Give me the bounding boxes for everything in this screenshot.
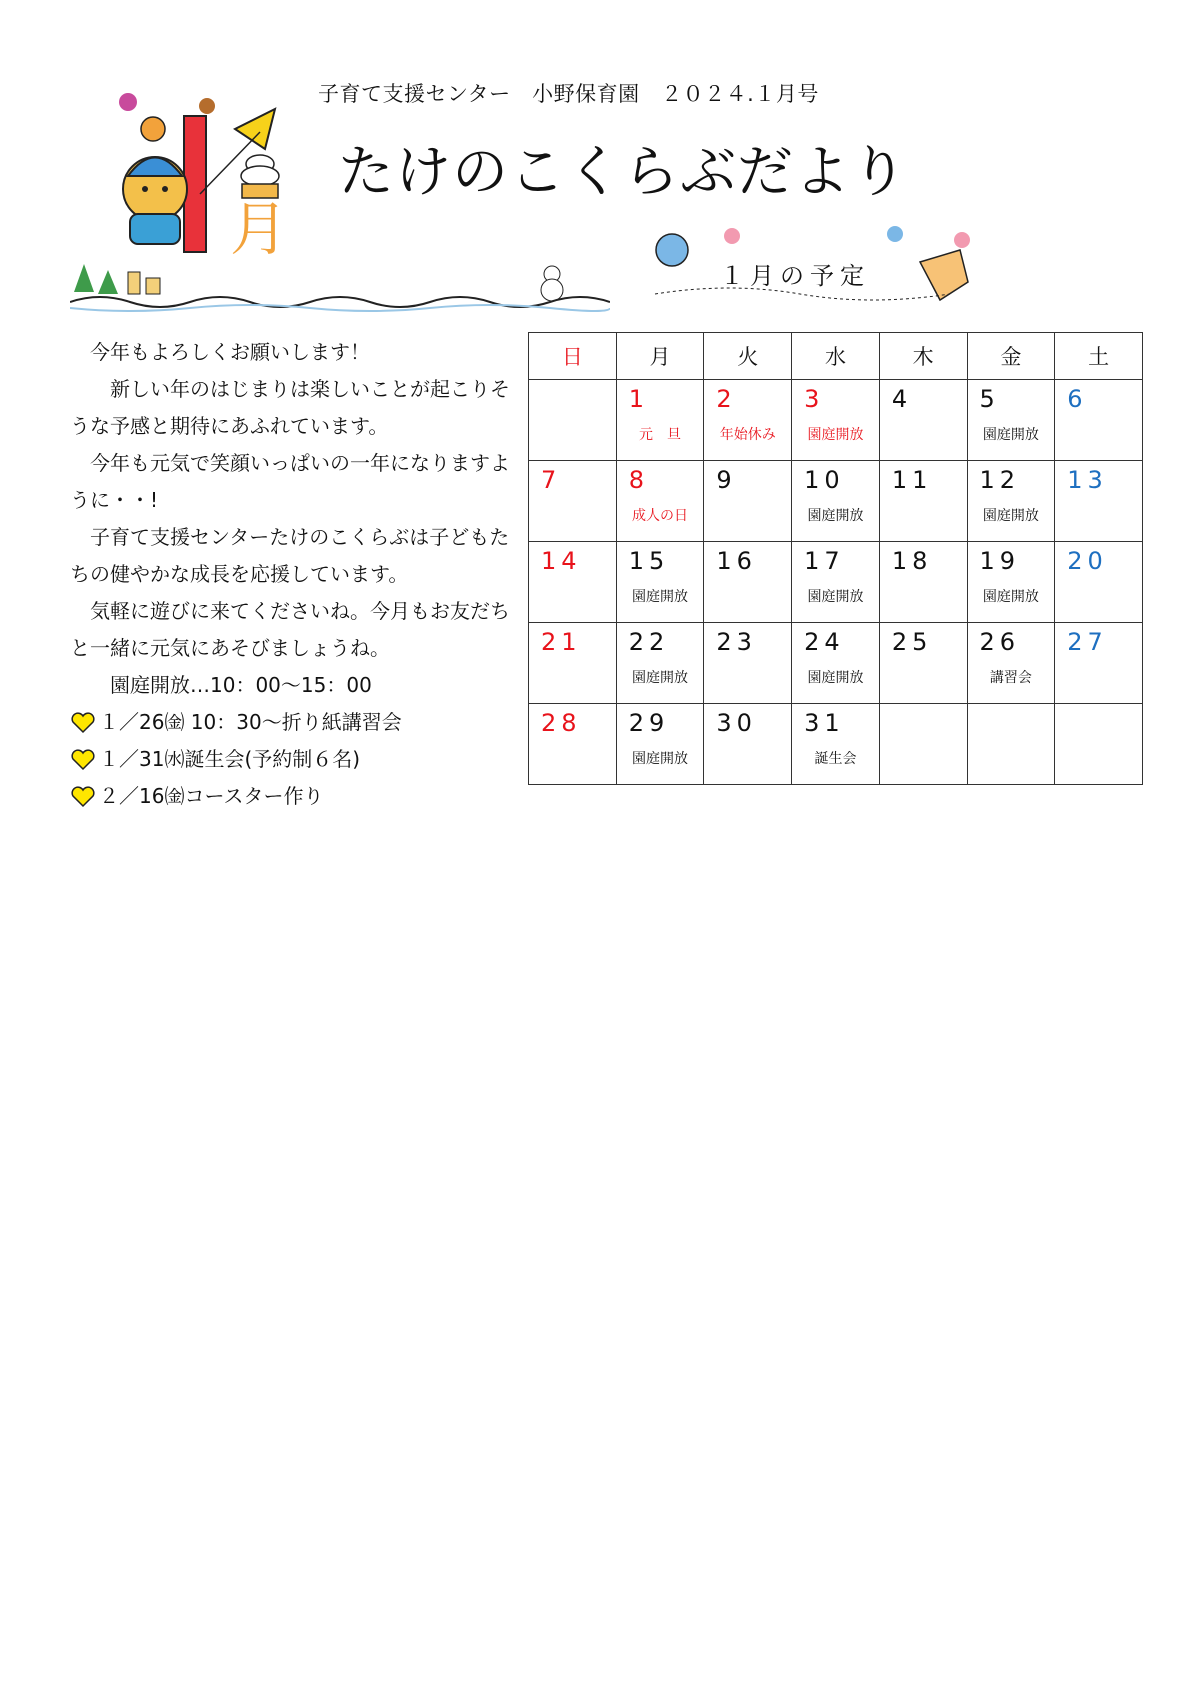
day-number: 25 (891, 628, 933, 656)
schedule-heading: １月の予定 (720, 262, 870, 290)
january-calendar (528, 332, 1143, 785)
day-event-note: 園庭開放 (982, 427, 1039, 443)
calendar-day-cell (704, 380, 792, 461)
event-item (70, 704, 520, 741)
day-event-note: 成人の日 (632, 508, 689, 524)
day-number: 19 (979, 547, 1021, 575)
day-number: 15 (628, 547, 670, 575)
day-number: 8 (628, 466, 649, 494)
calendar-day-cell (1055, 623, 1143, 704)
day-event-note: 元 旦 (639, 427, 682, 443)
kagami-mochi-icon (241, 155, 279, 198)
calendar-day-cell (967, 461, 1055, 542)
calendar-day-cell (704, 704, 792, 785)
calendar-day-cell (879, 542, 967, 623)
day-number: 12 (979, 466, 1021, 494)
day-number: 18 (891, 547, 933, 575)
intro-paragraph: 今年もよろしくお願いします！ (70, 340, 370, 364)
calendar-day-cell (879, 704, 967, 785)
calendar-week-row (529, 542, 1143, 623)
weekday-saturday: 土 (1055, 333, 1143, 380)
calendar-day-cell (792, 461, 880, 542)
day-number: 9 (716, 466, 737, 494)
calendar-day-cell (616, 542, 704, 623)
day-number: 27 (1067, 628, 1108, 656)
winter-scenery-border (70, 262, 610, 324)
spinning-top-icon (887, 226, 903, 242)
calendar-week-row (529, 704, 1143, 785)
newsletter-title: たけのこくらぶだより (338, 140, 908, 205)
spinning-top-icon (141, 117, 165, 141)
intro-paragraph: 子育て支援センターたけのこくらぶは子どもたちの健やかな成長を応援しています。 (70, 525, 510, 586)
calendar-day-cell (1055, 461, 1143, 542)
day-number: 31 (804, 709, 845, 737)
event-text: ２／16㈮コースター作り (99, 784, 324, 808)
day-number: 16 (716, 547, 757, 575)
weekday-tuesday: 火 (704, 333, 792, 380)
weekday-monday: 月 (616, 333, 704, 380)
plum-blossom-icon (954, 232, 970, 248)
calendar-day-cell (1055, 704, 1143, 785)
day-event-note: 誕生会 (814, 751, 857, 767)
calendar-day-cell (704, 461, 792, 542)
day-event-note: 園庭開放 (632, 751, 689, 767)
day-number: 2 (716, 385, 737, 413)
tree-icon (74, 264, 94, 292)
month-kanji-art: 月 (230, 195, 289, 263)
calendar-day-cell (529, 704, 617, 785)
tree-icon (98, 270, 118, 294)
day-number: 7 (541, 466, 562, 494)
heart-icon (70, 749, 96, 771)
calendar-day-cell (704, 542, 792, 623)
calendar-day-cell (529, 623, 617, 704)
bear-icon (123, 157, 187, 244)
plum-blossom-icon (724, 228, 740, 244)
day-event-note: 園庭開放 (982, 508, 1039, 524)
event-item (70, 778, 520, 815)
day-event-note: 園庭開放 (807, 508, 864, 524)
calendar-week-row (529, 461, 1143, 542)
day-event-note: 園庭開放 (982, 589, 1039, 605)
calendar-day-cell (704, 623, 792, 704)
garden-open-hours: 園庭開放…10：00～15：00 (70, 673, 372, 697)
intro-paragraph: 新しい年のはじまりは楽しいことが起こりそうな予感と期待にあふれています。 (70, 377, 510, 438)
day-number: 10 (804, 466, 845, 494)
calendar-day-cell (792, 704, 880, 785)
day-event-note: 園庭開放 (807, 427, 864, 443)
bird-icon (119, 93, 137, 111)
day-number: 14 (541, 547, 582, 575)
calendar-week-row (529, 623, 1143, 704)
heart-icon (70, 712, 96, 734)
day-number: 1 (628, 385, 649, 413)
calendar-day-cell (879, 380, 967, 461)
snowman-body-icon (541, 279, 563, 301)
calendar-day-cell (529, 542, 617, 623)
weekday-wednesday: 水 (792, 333, 880, 380)
day-number: 26 (979, 628, 1021, 656)
day-number: 6 (1067, 385, 1088, 413)
kite-icon (235, 109, 275, 149)
day-number: 30 (716, 709, 757, 737)
calendar-day-cell (879, 461, 967, 542)
day-number: 22 (628, 628, 670, 656)
weekday-thursday: 木 (879, 333, 967, 380)
calendar-day-cell (967, 380, 1055, 461)
event-text: １／26㈮ 10：30～折り紙講習会 (99, 710, 402, 734)
day-event-note: 園庭開放 (807, 670, 864, 686)
calendar-day-cell (792, 380, 880, 461)
weekday-header-row (529, 333, 1143, 380)
day-number: 4 (891, 385, 913, 413)
intro-paragraph: 今年も元気で笑顔いっぱいの一年になりますように・・! (70, 451, 510, 512)
calendar-day-cell (792, 542, 880, 623)
calendar-day-cell (529, 461, 617, 542)
day-number: 20 (1067, 547, 1108, 575)
day-number: 29 (628, 709, 670, 737)
intro-paragraph: 気軽に遊びに来てくださいね。今月もお友だちと一緒に元気にあそびましょうね。 (70, 599, 510, 660)
weekday-sunday: 日 (529, 333, 617, 380)
day-number: 17 (804, 547, 845, 575)
event-text: １／31㈬誕生会(予約制６名) (99, 747, 361, 771)
day-number: 28 (541, 709, 582, 737)
day-event-note: 講習会 (989, 670, 1032, 686)
january-illustration (110, 84, 310, 264)
intro-section (70, 334, 520, 815)
bird-on-numeral-icon (199, 98, 215, 114)
calendar-day-cell (616, 623, 704, 704)
house-icon (128, 272, 140, 294)
day-number: 21 (541, 628, 582, 656)
day-number: 24 (804, 628, 845, 656)
newsletter-subtitle: 子育て支援センター 小野保育園 ２０２４.１月号 (318, 82, 819, 106)
day-number: 11 (891, 466, 933, 494)
calendar-day-cell (616, 380, 704, 461)
day-event-note: 園庭開放 (807, 589, 864, 605)
calendar-day-cell (616, 704, 704, 785)
calendar-day-cell (1055, 380, 1143, 461)
event-item (70, 741, 520, 778)
day-number: 3 (804, 385, 825, 413)
day-number: 5 (979, 385, 1000, 413)
daruma-icon (656, 234, 688, 266)
day-number: 23 (716, 628, 757, 656)
calendar-week-row (529, 380, 1143, 461)
day-event-note: 園庭開放 (632, 670, 689, 686)
calendar-day-cell (879, 623, 967, 704)
calendar-day-cell (1055, 542, 1143, 623)
calendar-day-cell (967, 542, 1055, 623)
calendar-day-cell (792, 623, 880, 704)
calendar-day-cell (529, 380, 617, 461)
day-event-note: 年始休み (719, 427, 776, 443)
heart-icon (70, 786, 96, 808)
calendar-day-cell (967, 623, 1055, 704)
day-event-note: 園庭開放 (632, 589, 689, 605)
calendar-day-cell (616, 461, 704, 542)
calendar-day-cell (967, 704, 1055, 785)
weekday-friday: 金 (967, 333, 1055, 380)
day-number: 13 (1067, 466, 1108, 494)
hagoita-paddle-icon (920, 250, 968, 300)
house-icon (146, 278, 160, 294)
